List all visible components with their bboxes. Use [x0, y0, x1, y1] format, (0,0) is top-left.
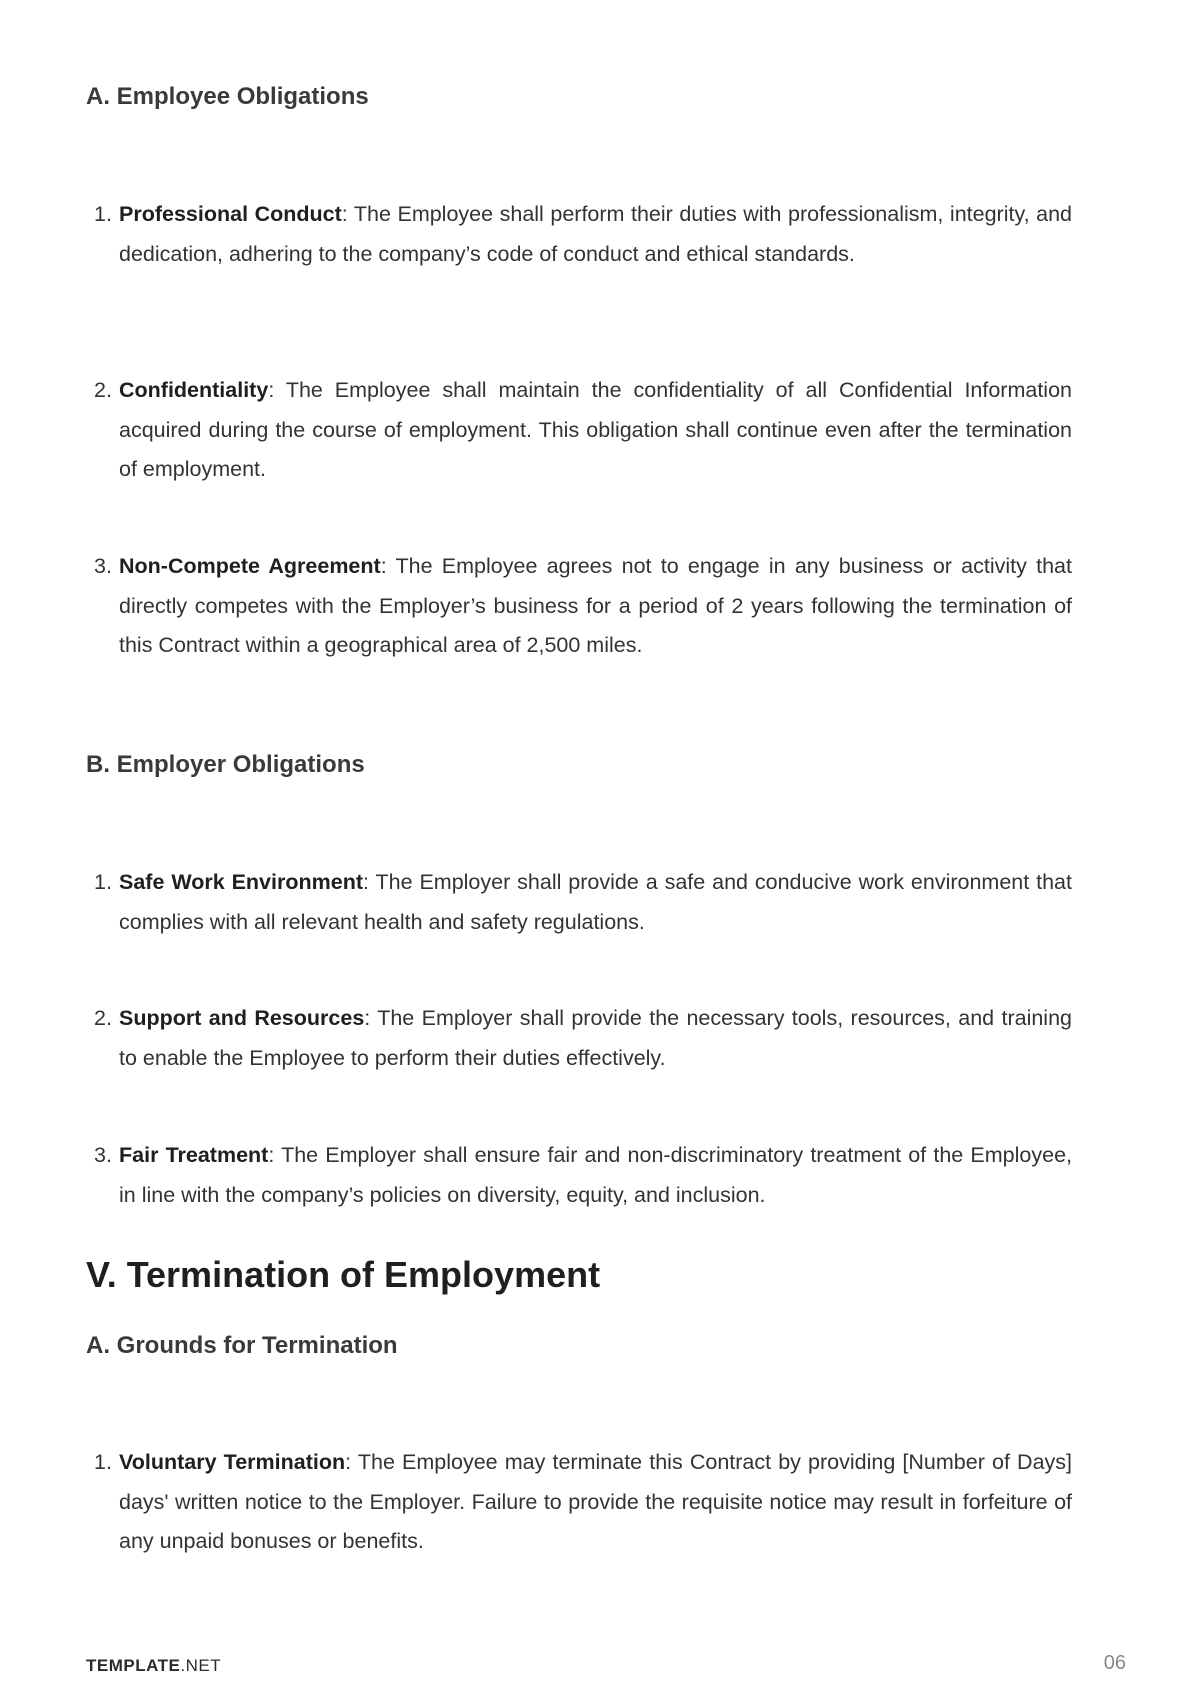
list-item-term: Non-Compete Agreement — [119, 554, 381, 578]
list-item-confidentiality — [94, 371, 1072, 490]
list-item-text: : The Employee agrees not to engage in any business or activity that directly competes with the Employer’s business for a period of 2 years following the termination of this Contract within a geographical area of 2,500 miles. — [119, 554, 1072, 657]
list-item-term: Fair Treatment — [119, 1143, 269, 1167]
list-item-term: Safe Work Environment — [119, 870, 363, 894]
termination-section-title: V. Termination of Employment — [86, 1254, 601, 1295]
list-item-body — [119, 1443, 1072, 1562]
list-item-body — [119, 195, 1072, 274]
list-item-text: : The Employer shall provide a safe and conducive work environment that complies with all relevant health and safety regulations. — [119, 870, 1072, 934]
list-item-text: : The Employer shall provide the necessary tools, resources, and training to enable the Employee to perform their duties effectively. — [119, 1006, 1073, 1070]
brand-name-suffix: .NET — [180, 1656, 222, 1675]
list-item-non-compete — [94, 547, 1072, 666]
list-item-text: : The Employer shall ensure fair and non-discriminatory treatment of the Employee, in line with the company’s policies on diversity, equity, and inclusion. — [119, 1143, 1072, 1207]
list-item-body — [119, 863, 1072, 942]
brand-name-bold: TEMPLATE — [86, 1656, 181, 1675]
list-number: 2. — [94, 1006, 112, 1030]
footer-brand-logo — [86, 1656, 221, 1676]
list-item-body — [119, 1136, 1072, 1215]
list-number: 3. — [94, 1143, 112, 1167]
list-number: 2. — [94, 378, 112, 402]
list-item-support-and-resources — [94, 999, 1072, 1078]
list-item-term: Professional Conduct — [119, 202, 342, 226]
list-item-professional-conduct — [94, 195, 1072, 274]
list-item-body — [119, 371, 1072, 490]
grounds-for-termination-heading: A. Grounds for Termination — [86, 1332, 398, 1359]
list-item-fair-treatment — [94, 1136, 1072, 1215]
employer-obligations-heading: B. Employer Obligations — [86, 751, 365, 778]
list-item-text: : The Employee may terminate this Contract by providing [Number of Days] days' written notice to the Employer. Failure to provide the requisite notice may result in forfeiture of any unpaid bonuses or benefits. — [119, 1450, 1072, 1553]
list-item-safe-work-environment — [94, 863, 1072, 942]
list-number: 1. — [94, 1450, 112, 1474]
list-item-term: Confidentiality — [119, 378, 269, 402]
list-item-term: Support and Resources — [119, 1006, 365, 1030]
page-number: 06 — [1103, 1652, 1126, 1674]
list-number: 1. — [94, 202, 112, 226]
list-number: 1. — [94, 870, 112, 894]
employee-obligations-heading: A. Employee Obligations — [86, 83, 369, 110]
list-item-body — [119, 999, 1072, 1078]
list-item-body — [119, 547, 1072, 666]
list-number: 3. — [94, 554, 112, 578]
list-item-text: : The Employee shall maintain the confidentiality of all Confidential Information acquired during the course of employment. This obligation shall continue even after the termination of employment. — [119, 378, 1072, 481]
list-item-text: : The Employee shall perform their duties with professionalism, integrity, and dedication, adhering to the company’s code of conduct and ethical standards. — [119, 202, 1072, 266]
list-item-voluntary-termination — [94, 1443, 1072, 1562]
list-item-term: Voluntary Termination — [119, 1450, 346, 1474]
